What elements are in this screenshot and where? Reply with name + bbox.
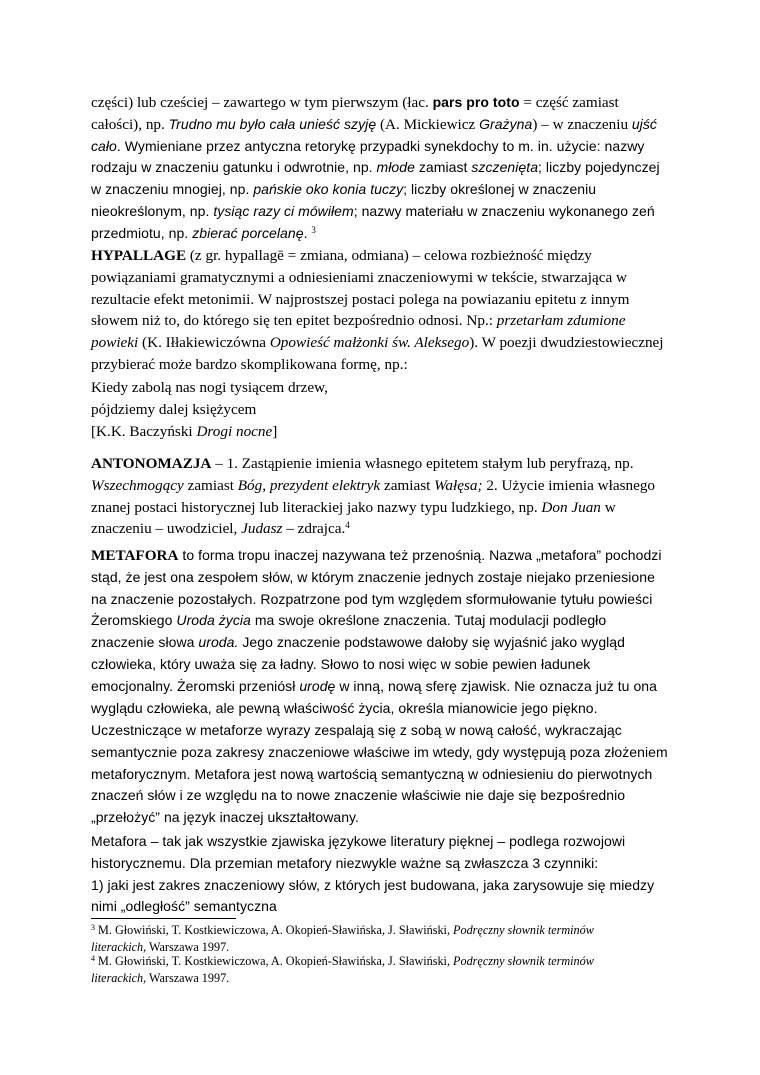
- example-italic: zbierać porcelanę: [192, 224, 304, 241]
- example-italic: ujść cało: [91, 115, 657, 154]
- text-run: (K. Iłłakiewiczówna: [138, 334, 270, 352]
- paragraph-metafora-2: [91, 720, 673, 829]
- footnote-3: [91, 922, 651, 955]
- paragraph-text: [91, 245, 673, 376]
- text-run: części) lub cześciej – zawartego w tym pierwszym (łac.: [91, 94, 433, 111]
- footnote-4: [91, 953, 651, 986]
- footnote-ref[interactable]: 3: [311, 224, 316, 235]
- text-run: – 1. Zastąpienie imienia własnego epitetem stałym lub peryfrazą, np.: [211, 455, 634, 472]
- example-italic: pańskie oko konia tuczy: [253, 181, 404, 198]
- example-italic: Trudno mu było cała unieść szyję: [168, 115, 377, 132]
- term-heading: METAFORA: [91, 547, 179, 564]
- example-italic: młode: [376, 159, 415, 176]
- text-run: zamiast: [380, 476, 435, 494]
- footnote-authors: M. Głowiński, T. Kostkiewiczowa, A. Okopień-Sławińska, J. Sławiński,: [95, 954, 454, 968]
- text-run: w znaczeniu – uwodziciel,: [91, 498, 616, 538]
- title-italic: Grażyna: [479, 115, 533, 132]
- text-run: . Wymieniane przez antyczna retorykę przypadki synekdochy to m. in. użycie: nazwy rodzaju w znaczeniu gatunku i odwrotnie, np.: [91, 137, 645, 176]
- example-italic: Judasz: [241, 520, 283, 538]
- text-run: ma swoje określone znaczenia. Tutaj modulacji podległo znaczenie słowa: [91, 612, 607, 651]
- text-run: ). W poezji dwudziestowiecznej przybierać może bardzo skomplikowana formę, np.:: [91, 334, 664, 373]
- paragraph-antonomazja: [91, 453, 673, 540]
- example-italic: tysiąc razy ci mówiłem: [213, 202, 354, 219]
- title-italic: Drogi nocne: [196, 422, 273, 440]
- poem-line: pójdziemy dalej księżycem: [91, 400, 257, 418]
- paragraph-hypallage: [91, 245, 673, 376]
- text-run: = część zamiast całości), np.: [91, 94, 619, 133]
- footnote-publication: , Warszawa 1997.: [143, 939, 230, 954]
- example-italic: urodę: [299, 677, 336, 694]
- text-run: w inną, nową sferę zjawisk. Nie oznacza już tu ona wyglądu człowieka, ale pewną właściwość życia, określa mianowicie jego piękno.: [91, 677, 657, 716]
- footnote-separator: [91, 918, 236, 919]
- footnote-number: 3: [91, 923, 95, 932]
- text-run: Jego znaczenie podstawowe dałoby się wyjaśnić jako wygląd człowieka, który uważa się za ładny. Słowo to nosi więc w sobie pewien ładunek emocjonalny. Żeromski przeniósł: [91, 634, 625, 694]
- paragraph-metafora: [91, 545, 673, 719]
- example-italic: Wałęsa;: [434, 476, 483, 494]
- footnote-title: Podręczny słownik terminów literackich: [91, 923, 594, 954]
- example-italic: przetarłam zdumione powieki: [91, 312, 626, 352]
- text-run: ; liczby określonej w znaczeniu nieokreślonym, np.: [91, 181, 597, 219]
- text-run: (z gr. hypallagē = zmiana, odmiana) – celowa rozbieżność między powiązaniami gramatycznymi a odniesieniami znaczeniowymi w tekście, stwarzająca w rezultacie efekt metonimii. W najprostszej postaci polega na powiazaniu epitetu z innym słowem niż to, do którego się ten epitet bezpośrednio odnosi. Np.:: [91, 247, 630, 330]
- text-run: .: [303, 224, 308, 241]
- term-heading: HYPALLAGE: [91, 247, 187, 264]
- example-italic: szczenięta: [471, 159, 539, 176]
- example-italic: Bóg, prezydent elektryk: [237, 476, 381, 494]
- paragraph-text: Uczestniczące w metaforze wyrazy zespalają się z sobą w nową całość, wykraczając semantycznie poza zakresy znaczeniowe właściwe im wtedy, gdy występują poza złożeniem metaforycznym. Metafora jest nową wartością semantyczną w odniesieniu do pierwotnych znaczeń słów i ze względu na to nowe znaczenie właściwie nie daje się bezpośrednio „przełożyć” na język inaczej ukształtowany.: [91, 722, 668, 826]
- example-italic: Don Juan: [541, 498, 601, 516]
- footnote-title: Podręczny słownik terminów literackich: [91, 954, 594, 985]
- term-heading: ANTONOMAZJA: [91, 455, 212, 472]
- poem-attribution: [91, 421, 673, 443]
- term-pars-pro-toto: pars pro toto: [432, 94, 520, 110]
- list-item: 1) jaki jest zakres znaczeniowy słów, z których jest budowana, jaka zarysowuje się miedzy nimi „odległość” semantyczna: [91, 876, 655, 915]
- footnote-publication: , Warszawa 1997.: [143, 970, 230, 985]
- text-run: [K.K. Baczyński: [91, 422, 197, 440]
- paragraph-text: [91, 453, 673, 540]
- footnote-number: 4: [91, 954, 95, 963]
- example-italic: uroda.: [198, 634, 239, 651]
- text-run: – zdrajca.: [282, 520, 346, 538]
- poem-line: Kiedy zabolą nas nogi tysiącem drzew,: [91, 379, 328, 396]
- text-run: 2. Użycie imienia własnego znanej postaci historycznej lub literackiej jako nazwy typu ludzkiego, np.: [91, 476, 656, 516]
- footnote-ref[interactable]: 4: [345, 520, 350, 531]
- text-run: (A. Mickiewicz: [376, 115, 480, 133]
- paragraph-text: [91, 545, 673, 719]
- text-run: ) – w znaczeniu: [532, 115, 632, 133]
- text-run: to forma tropu inaczej nazywana też przenośnią. Nazwa „metafora” pochodzi stąd, że jest ona zespołem słów, w którym znaczenie jednych zostaje niejako przeniesione na znaczenie pozostałych. Rozpatrzone pod tym względem sformułowanie tytułu powieści Żeromskiego: [91, 547, 662, 629]
- title-italic: Opowieść małżonki św. Aleksego: [269, 334, 470, 352]
- text-run: ]: [272, 422, 278, 440]
- paragraph-text: [91, 92, 673, 245]
- poem-quote: [91, 377, 673, 442]
- footnote-authors: M. Głowiński, T. Kostkiewiczowa, A. Okopień-Sławińska, J. Sławiński,: [95, 923, 454, 937]
- example-italic: Wszechmogący: [91, 476, 184, 494]
- text-run: ; nazwy materiału w znaczeniu wykonanego zeń przedmiotu, np.: [91, 202, 655, 241]
- text-run: ; liczby pojedynczej w znaczeniu mnogiej, np.: [91, 159, 660, 198]
- paragraph-text: Metafora – tak jak wszystkie zjawiska językowe literatury pięknej – podlega rozwojowi historycznemu. Dla przemian metafory niezwykle ważne są zwłaszcza 3 czynniki:: [91, 833, 626, 871]
- text-run: zamiast: [183, 476, 238, 494]
- paragraph-synekdocha: [91, 92, 673, 245]
- paragraph-metafora-3: [91, 831, 673, 918]
- text-run: zamiast: [414, 159, 472, 176]
- title-italic: Uroda życia: [176, 612, 251, 629]
